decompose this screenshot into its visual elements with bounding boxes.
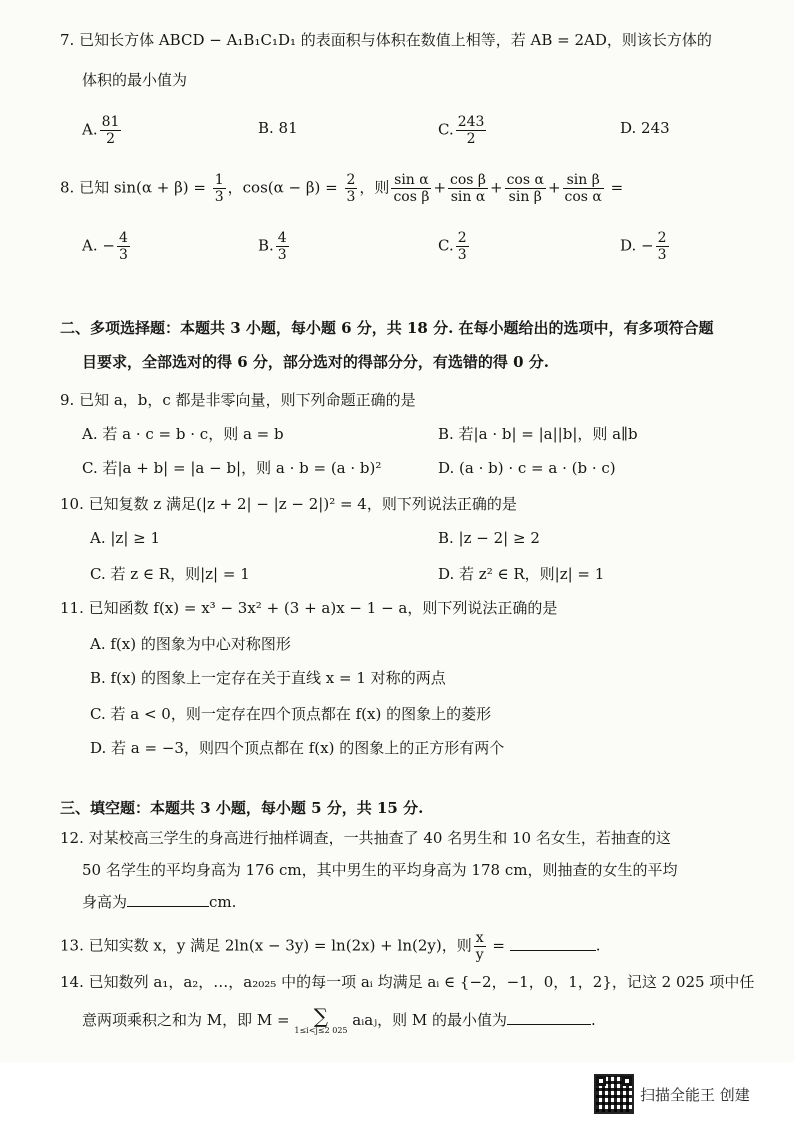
answer-blank-14[interactable] (507, 1010, 591, 1025)
question-7-option-d: D. 243 (620, 119, 670, 137)
question-10-option-b: B. |z − 2| ≥ 2 (438, 529, 540, 547)
section-3-heading: 三、填空题：本题共 3 小题，每小题 5 分，共 15 分. (60, 799, 424, 817)
question-8-stem: 8. 已知 sin(α + β) = $\frac{1}{3}$ ，cos(α − β) = $\frac{2}{3}$ ，则 $\frac{\text{sin α}}{\text{cos β}}$ + $\frac{\text{cos β}}{\text{sin α}}$ + $\frac{\text{cos α}}{\text{sin β}}$ + $\frac{\text{sin β}}{\text{cos α}}$ = (60, 172, 624, 205)
question-13-stem: 13. 已知实数 x，y 满足 2ln(x − 3y) = ln(2x) + ln(2y)，则 $\frac{x}{y}$ = . (60, 930, 601, 963)
question-8-option-a: A. − $\frac{4}{3}$ (82, 230, 128, 263)
question-7-option-a: A. $\frac{81}{2}$ (82, 114, 120, 147)
question-9-option-d: D. (a · b) · c = a · (b · c) (438, 459, 616, 477)
question-9-stem: 9. 已知 a，b，c 都是非零向量，则下列命题正确的是 (60, 391, 416, 409)
question-7-line-2: 体积的最小值为 (82, 71, 188, 89)
question-7-option-b: B. 81 (258, 119, 298, 137)
question-9-option-a: A. 若 a · c = b · c，则 a = b (82, 425, 284, 443)
question-8-option-d: D. − $\frac{2}{3}$ (620, 230, 667, 263)
answer-blank-13[interactable] (510, 936, 596, 951)
question-8-option-c: C. $\frac{2}{3}$ (438, 230, 467, 263)
question-11-option-b: B. f(x) 的图象上一定存在关于直线 x = 1 对称的两点 (90, 669, 446, 687)
question-11-option-a: A. f(x) 的图象为中心对称图形 (90, 635, 291, 653)
question-10-option-d: D. 若 z² ∈ R，则|z| = 1 (438, 565, 605, 583)
question-11-option-c: C. 若 a < 0，则一定存在四个顶点都在 f(x) 的图象上的菱形 (90, 705, 492, 723)
question-9-option-c: C. 若|a + b| = |a − b|，则 a · b = (a · b)² (82, 459, 382, 477)
question-7-option-c: C. $\frac{243}{2}$ (438, 114, 485, 147)
question-11-option-d: D. 若 a = −3，则四个顶点都在 f(x) 的图象上的正方形有两个 (90, 739, 505, 757)
answer-blank-12[interactable] (127, 892, 209, 907)
question-12-line-2: 50 名学生的平均身高为 176 cm，其中男生的平均身高为 178 cm，则抽查的女生的平均 (82, 861, 678, 879)
question-9-option-b: B. 若|a · b| = |a||b|，则 a∥b (438, 425, 638, 443)
question-10-stem: 10. 已知复数 z 满足(|z + 2| − |z − 2|)² = 4，则下列说法正确的是 (60, 495, 517, 513)
summation-symbol: ∑ 1≤i<j≤2 025 (294, 1004, 348, 1035)
question-12-line-1: 12. 对某校高三学生的身高进行抽样调查，一共抽查了 40 名男生和 10 名女生，若抽查的这 (60, 829, 671, 847)
question-14-line-2: 意两项乘积之和为 M，即 M = ∑ 1≤i<j≤2 025 aᵢaⱼ，则 M 的最小值为 . (82, 1004, 596, 1035)
section-2-heading-line-2: 目要求，全部选对的得 6 分，部分选对的得部分分，有选错的得 0 分. (82, 353, 549, 371)
question-7-line-1: 7. 已知长方体 ABCD − A₁B₁C₁D₁ 的表面积与体积在数值上相等，若 AB = 2AD，则该长方体的 (60, 31, 712, 49)
question-11-stem: 11. 已知函数 f(x) = x³ − 3x² + (3 + a)x − 1 − a，则下列说法正确的是 (60, 599, 558, 617)
qr-code-icon (596, 1076, 632, 1112)
question-14-line-1: 14. 已知数列 a₁，a₂，…，a₂₀₂₅ 中的每一项 aᵢ 均满足 aᵢ ∈ {−2，−1，0，1，2}，记这 2 025 项中任 (60, 973, 755, 991)
section-2-heading-line-1: 二、多项选择题：本题共 3 小题，每小题 6 分，共 18 分. 在每小题给出的选项中，有多项符合题 (60, 319, 714, 337)
scanner-watermark: 扫描全能王 创建 (640, 1086, 750, 1104)
question-10-option-a: A. |z| ≥ 1 (90, 529, 161, 547)
question-10-option-c: C. 若 z ∈ R，则|z| = 1 (90, 565, 250, 583)
question-12-line-3: 身高为 cm. (82, 893, 237, 911)
question-8-option-b: B. $\frac{4}{3}$ (258, 230, 287, 263)
